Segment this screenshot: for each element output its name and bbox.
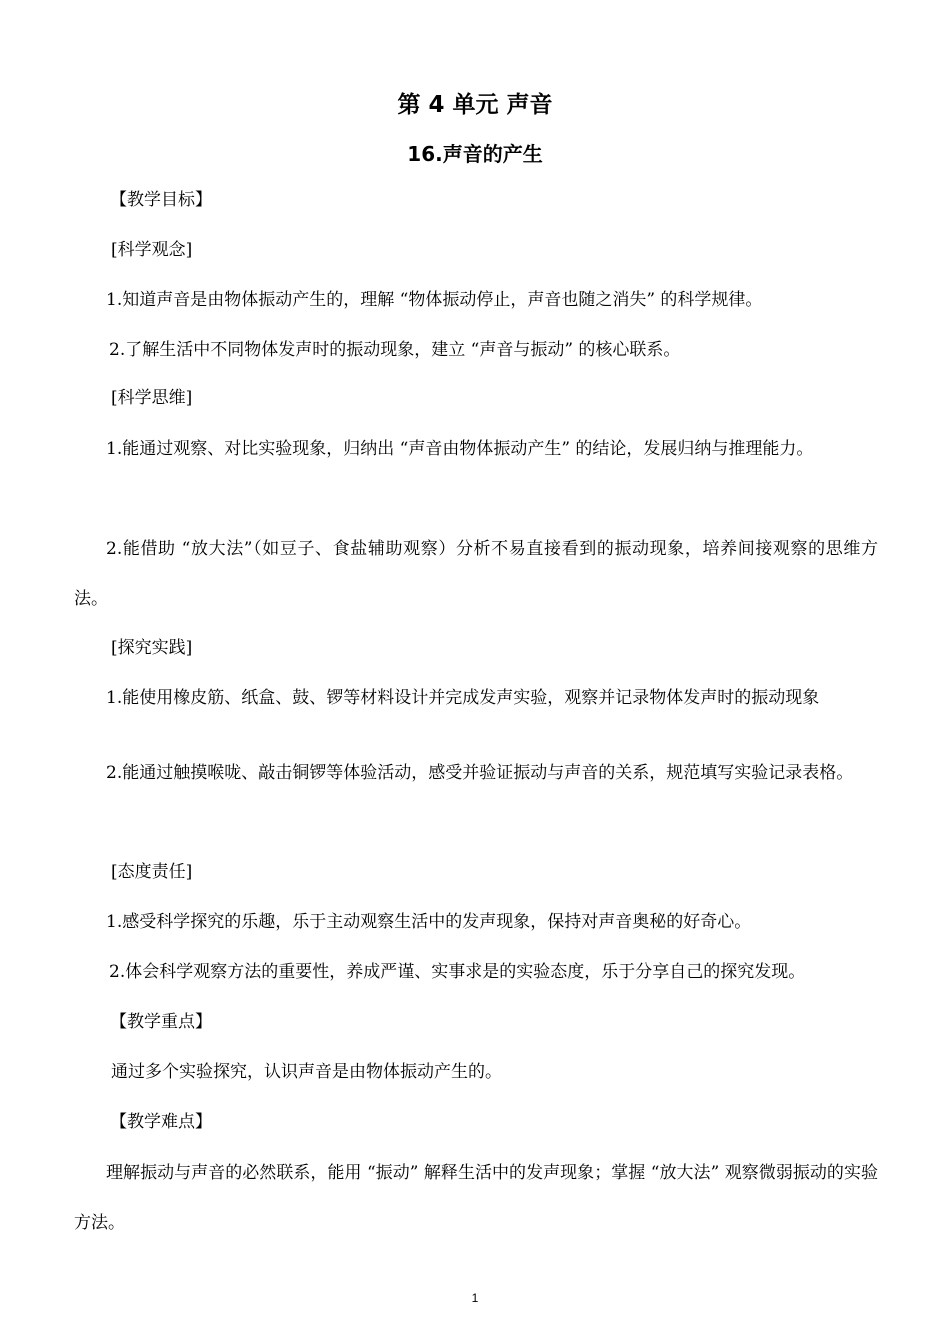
concept-heading: [科学观念] [111, 240, 193, 260]
key-points-heading: 【教学重点】 [110, 1012, 212, 1032]
practice-heading: [探究实践] [111, 638, 193, 658]
lesson-title: 16.声音的产生 [407, 142, 543, 166]
thinking-item-2: 2.能借助 “放大法”（如豆子、食盐辅助观察）分析不易直接看到的振动现象，培养间接观察的思维方法。 [74, 539, 878, 609]
unit-title: 第 4 单元 声音 [397, 92, 553, 118]
concept-item-1: 1.知道声音是由物体振动产生的，理解 “物体振动停止，声音也随之消失” 的科学规律。 [106, 290, 763, 310]
key-points-text: 通过多个实验探究，认识声音是由物体振动产生的。 [111, 1062, 502, 1082]
page-number: 1 [471, 1291, 479, 1305]
difficult-points-text: 理解振动与声音的必然联系，能用 “振动” 解释生活中的发声现象；掌握 “放大法” 观察微弱振动的实验方法。 [74, 1163, 878, 1233]
difficult-points-heading: 【教学难点】 [110, 1112, 212, 1132]
attitude-item-1: 1.感受科学探究的乐趣，乐于主动观察生活中的发声现象，保持对声音奥秘的好奇心。 [106, 912, 752, 932]
objectives-heading: 【教学目标】 [110, 190, 212, 210]
thinking-item-1: 1.能通过观察、对比实验现象，归纳出 “声音由物体振动产生” 的结论，发展归纳与推理能力。 [106, 439, 814, 459]
practice-item-2: 2.能通过触摸喉咙、敲击铜锣等体验活动，感受并验证振动与声音的关系，规范填写实验记录表格。 [106, 763, 854, 783]
attitude-heading: [态度责任] [111, 862, 193, 882]
thinking-heading: [科学思维] [111, 388, 193, 408]
concept-item-2: 2.了解生活中不同物体发声时的振动现象，建立 “声音与振动” 的核心联系。 [109, 340, 681, 360]
practice-item-1: 1.能使用橡皮筋、纸盒、鼓、锣等材料设计并完成发声实验，观察并记录物体发声时的振动现象 [106, 688, 820, 708]
attitude-item-2: 2.体会科学观察方法的重要性，养成严谨、实事求是的实验态度，乐于分享自己的探究发现。 [109, 962, 806, 982]
